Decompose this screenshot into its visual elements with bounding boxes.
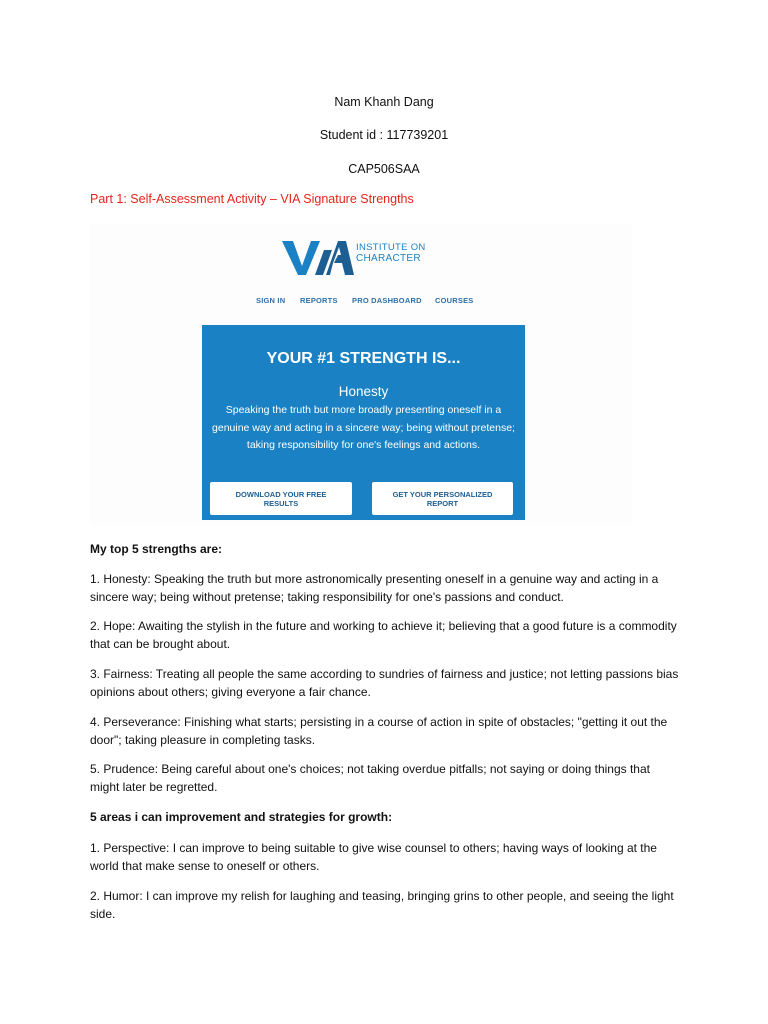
strength-item: 1. Honesty: Speaking the truth but more astronomically presenting oneself in a genuine way and acting in a sincere way; being without pretense; taking responsibility for one's passions and conduct. [90,572,659,604]
nav-pro-dashboard[interactable]: PRO DASHBOARD [352,296,422,305]
banner-title: YOUR #1 STRENGTH IS... [266,350,461,367]
logo-text-line2: CHARACTER [356,253,421,264]
nav-sign-in[interactable]: SIGN IN [256,296,286,305]
course-code: CAP506SAA [348,162,420,176]
via-logo-mark-icon [282,241,354,277]
improvement-item: 1. Perspective: I can improve to being suitable to give wise counsel to others; having ways of looking at the world that make sense to oneself or others. [90,841,657,873]
strength-item: 4. Perseverance: Finishing what starts; persisting in a course of action in spite of obstacles; "getting it out the door"; taking pleasure in completing tasks. [90,715,668,747]
improvement-item: 2. Humor: I can improve my relish for laughing and teasing, bringing grins to other people, and seeing the light side. [90,889,674,921]
strength-item: 2. Hope: Awaiting the stylish in the future and working to achieve it; believing that a good future is a commodity that can be brought about. [90,619,677,651]
strength-banner [202,325,525,520]
nav-reports[interactable]: REPORTS [300,296,338,305]
strength-description: Speaking the truth but more broadly presenting oneself in a genuine way and acting in a sincere way; being without pretense; taking responsibility for one's feelings and actions. [212,404,515,451]
student-id: Student id : 117739201 [319,128,449,142]
logo-text-line1: INSTITUTE ON [356,242,426,253]
improvement-heading: 5 areas i can improvement and strategies for growth: [90,810,393,824]
via-results-screenshot [90,224,632,524]
strength-item: 3. Fairness: Treating all people the same according to sundries of fairness and justice; not letting passions bias opinions about others; giving everyone a fair chance. [90,667,679,699]
strength-item: 5. Prudence: Being careful about one's choices; not taking overdue pitfalls; not saying or doing things that might later be regretted. [90,762,650,794]
download-results-button[interactable]: DOWNLOAD YOUR FREE RESULTS [210,482,352,515]
part1-heading: Part 1: Self-Assessment Activity – VIA Signature Strengths [90,192,414,206]
strength-name: Honesty [338,384,389,399]
via-logo [282,238,442,282]
author-name: Nam Khanh Dang [334,95,434,109]
nav-courses[interactable]: COURSES [435,296,474,305]
top-strengths-heading: My top 5 strengths are: [90,542,223,556]
personalized-report-button[interactable]: GET YOUR PERSONALIZED REPORT [372,482,513,515]
